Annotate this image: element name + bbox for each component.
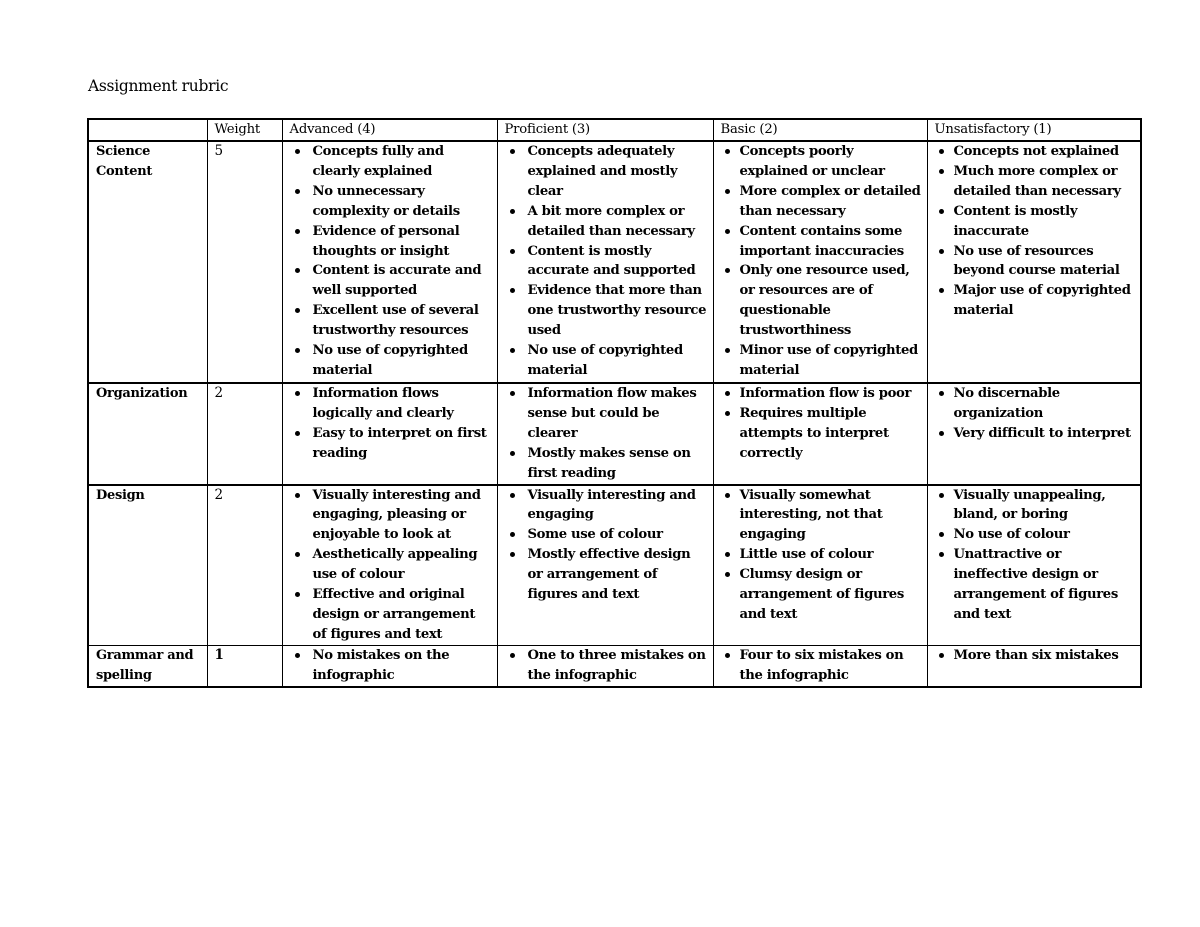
list-item: Aesthetically appealing use of colour — [290, 545, 493, 585]
unsatisfactory-cell — [927, 141, 1141, 383]
list-item: Information flow makes sense but could be clearer — [505, 384, 709, 444]
list-item: Concepts not explained — [935, 142, 1137, 162]
weight-cell: 2 — [207, 383, 282, 485]
header-basic: Basic (2) — [713, 119, 927, 141]
list-item: Unattractive or ineffective design or arrangement of figures and text — [935, 545, 1137, 625]
list-item: No use of copyrighted material — [505, 341, 709, 381]
list-item: No use of copyrighted material — [290, 341, 493, 381]
weight-cell: 1 — [207, 645, 282, 686]
list-item: No unnecessary complexity or details — [290, 182, 493, 222]
list-item: No discernable organization — [935, 384, 1137, 424]
header-proficient: Proficient (3) — [497, 119, 713, 141]
header-criterion — [88, 119, 207, 141]
list-item: Content is accurate and well supported — [290, 261, 493, 301]
document-title: Assignment rubric — [88, 77, 229, 95]
list-item: One to three mistakes on the infographic — [505, 646, 709, 686]
header-row — [88, 119, 1141, 141]
list-item: More complex or detailed than necessary — [721, 182, 923, 222]
list-item: Minor use of copyrighted material — [721, 341, 923, 381]
table-row — [88, 645, 1141, 686]
list-item: Concepts fully and clearly explained — [290, 142, 493, 182]
criterion-cell: Grammar and spelling — [88, 645, 207, 686]
list-item: Content is mostly accurate and supported — [505, 242, 709, 282]
unsatisfactory-cell — [927, 645, 1141, 686]
proficient-cell — [497, 485, 713, 646]
advanced-cell — [282, 485, 497, 646]
list-item: Information flow is poor — [721, 384, 923, 404]
basic-cell — [713, 383, 927, 485]
unsatisfactory-cell — [927, 383, 1141, 485]
list-item: Effective and original design or arrangement of figures and text — [290, 585, 493, 645]
table-row — [88, 141, 1141, 383]
list-item: More than six mistakes — [935, 646, 1137, 666]
list-item: Mostly effective design or arrangement of figures and text — [505, 545, 709, 605]
criterion-cell: Science Content — [88, 141, 207, 383]
list-item: Requires multiple attempts to interpret correctly — [721, 404, 923, 464]
table-row — [88, 485, 1141, 646]
list-item: Only one resource used, or resources are of questionable trustworthiness — [721, 261, 923, 341]
basic-cell — [713, 141, 927, 383]
list-item: Four to six mistakes on the infographic — [721, 646, 923, 686]
weight-cell: 5 — [207, 141, 282, 383]
list-item: No use of colour — [935, 525, 1137, 545]
list-item: Concepts poorly explained or unclear — [721, 142, 923, 182]
list-item: Excellent use of several trustworthy resources — [290, 301, 493, 341]
table-row — [88, 383, 1141, 485]
list-item: Easy to interpret on first reading — [290, 424, 493, 464]
proficient-cell — [497, 645, 713, 686]
list-item: Visually unappealing, bland, or boring — [935, 486, 1137, 526]
list-item: Concepts adequately explained and mostly clear — [505, 142, 709, 202]
header-advanced: Advanced (4) — [282, 119, 497, 141]
list-item: Information flows logically and clearly — [290, 384, 493, 424]
list-item: Content is mostly inaccurate — [935, 202, 1137, 242]
list-item: Much more complex or detailed than necessary — [935, 162, 1137, 202]
criterion-cell: Organization — [88, 383, 207, 485]
weight-cell: 2 — [207, 485, 282, 646]
advanced-cell — [282, 141, 497, 383]
list-item: A bit more complex or detailed than necessary — [505, 202, 709, 242]
advanced-cell — [282, 645, 497, 686]
header-unsatisfactory: Unsatisfactory (1) — [927, 119, 1141, 141]
list-item: Visually interesting and engaging, pleasing or enjoyable to look at — [290, 486, 493, 546]
list-item: Clumsy design or arrangement of figures and text — [721, 565, 923, 625]
basic-cell — [713, 645, 927, 686]
criterion-cell: Design — [88, 485, 207, 646]
list-item: Evidence of personal thoughts or insight — [290, 222, 493, 262]
header-weight: Weight — [207, 119, 282, 141]
unsatisfactory-cell — [927, 485, 1141, 646]
advanced-cell — [282, 383, 497, 485]
list-item: Evidence that more than one trustworthy resource used — [505, 281, 709, 341]
list-item: Mostly makes sense on first reading — [505, 444, 709, 484]
proficient-cell — [497, 141, 713, 383]
list-item: Visually interesting and engaging — [505, 486, 709, 526]
basic-cell — [713, 485, 927, 646]
list-item: Content contains some important inaccuracies — [721, 222, 923, 262]
list-item: Little use of colour — [721, 545, 923, 565]
proficient-cell — [497, 383, 713, 485]
rubric-table — [87, 118, 1142, 688]
list-item: No mistakes on the infographic — [290, 646, 493, 686]
list-item: Very difficult to interpret — [935, 424, 1137, 444]
list-item: Visually somewhat interesting, not that engaging — [721, 486, 923, 546]
list-item: Some use of colour — [505, 525, 709, 545]
list-item: No use of resources beyond course material — [935, 242, 1137, 282]
list-item: Major use of copyrighted material — [935, 281, 1137, 321]
